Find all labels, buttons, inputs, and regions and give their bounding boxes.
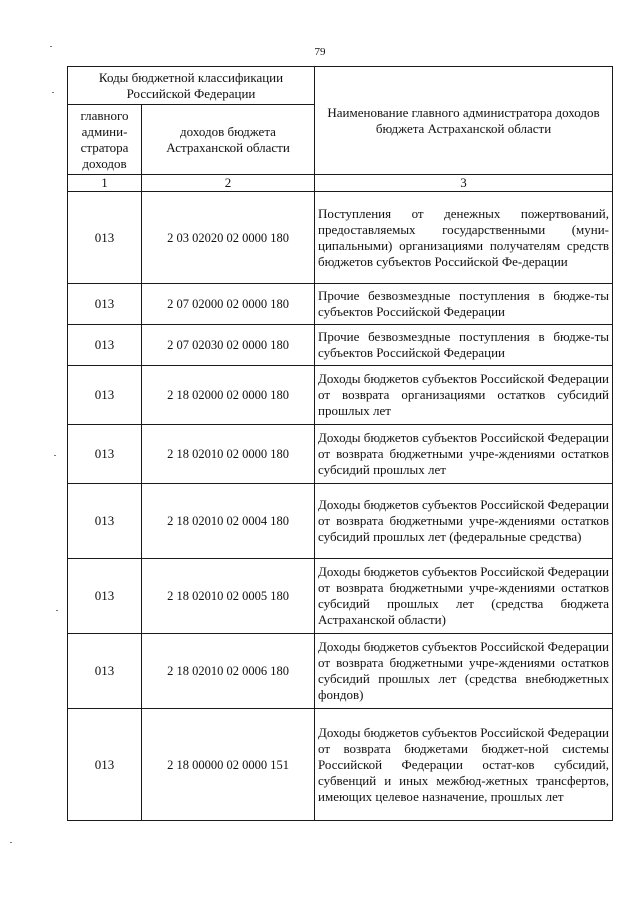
table-row — [68, 192, 613, 284]
income-code-cell: 2 18 02010 02 0000 180 — [142, 425, 315, 484]
income-name-cell: Доходы бюджетов субъектов Российской Федерации от возврата бюджетными учре-ждениями остатков субсидий прошлых лет (средства бюджета Астраханской области) — [315, 559, 613, 634]
table-row — [68, 284, 613, 325]
page-number: 79 — [314, 46, 326, 58]
scan-speck — [52, 92, 54, 93]
header-row-group — [68, 67, 613, 105]
income-code-cell: 2 18 02010 02 0005 180 — [142, 559, 315, 634]
header-col3-title: Наименование главного администратора доходов бюджета Астраханской области — [315, 67, 613, 175]
income-name-cell: Поступления от денежных пожертвований, предоставляемых государственными (муни-ципальными) организациями получателям средств бюджетов субъектов Российской Фе-дерации — [315, 192, 613, 284]
admin-code-cell: 013 — [68, 284, 142, 325]
income-code-cell: 2 18 00000 02 0000 151 — [142, 709, 315, 821]
table-row — [68, 484, 613, 559]
income-name-cell: Прочие безвозмездные поступления в бюдже-ты субъектов Российской Федерации — [315, 325, 613, 366]
table-row — [68, 366, 613, 425]
header-col2-title: доходов бюджета Астраханской области — [142, 105, 315, 175]
admin-code-cell: 013 — [68, 325, 142, 366]
admin-code-cell: 013 — [68, 425, 142, 484]
header-row-numbers — [68, 175, 613, 192]
income-code-cell: 2 18 02010 02 0006 180 — [142, 634, 315, 709]
admin-code-cell: 013 — [68, 559, 142, 634]
budget-classification-table — [67, 66, 613, 821]
scan-speck — [54, 455, 56, 456]
income-code-cell: 2 03 02020 02 0000 180 — [142, 192, 315, 284]
table-row — [68, 634, 613, 709]
admin-code-cell: 013 — [68, 634, 142, 709]
admin-code-cell: 013 — [68, 366, 142, 425]
income-name-cell: Прочие безвозмездные поступления в бюдже-ты субъектов Российской Федерации — [315, 284, 613, 325]
scan-speck — [10, 842, 12, 843]
scan-speck — [56, 610, 58, 611]
scan-speck — [50, 46, 52, 47]
income-name-cell: Доходы бюджетов субъектов Российской Федерации от возврата бюджетными учре-ждениями остатков субсидий прошлых лет (федеральные средства) — [315, 484, 613, 559]
income-code-cell: 2 07 02030 02 0000 180 — [142, 325, 315, 366]
column-number-2: 2 — [142, 175, 315, 192]
admin-code-cell: 013 — [68, 484, 142, 559]
table-row — [68, 559, 613, 634]
table-row — [68, 425, 613, 484]
table-row — [68, 709, 613, 821]
income-name-cell: Доходы бюджетов субъектов Российской Федерации от возврата бюджетными учре-ждениями остатков субсидий прошлых лет (средства внебюджетных фондов) — [315, 634, 613, 709]
admin-code-cell: 013 — [68, 709, 142, 821]
admin-code-cell: 013 — [68, 192, 142, 284]
header-group-title: Коды бюджетной классификации Российской Федерации — [68, 67, 315, 105]
income-name-cell: Доходы бюджетов субъектов Российской Федерации от возврата бюджетными учре-ждениями остатков субсидий прошлых лет — [315, 425, 613, 484]
income-name-cell: Доходы бюджетов субъектов Российской Федерации от возврата бюджетами бюджет-ной системы Российской Федерации остат-ков субсидий, субвенций и иных межбюд-жетных трансфертов, имеющих целевое назначение, прошлых лет — [315, 709, 613, 821]
table-row — [68, 325, 613, 366]
header-col1-title: главного админи-стратора доходов — [68, 105, 142, 175]
income-code-cell: 2 07 02000 02 0000 180 — [142, 284, 315, 325]
income-name-cell: Доходы бюджетов субъектов Российской Федерации от возврата организациями остатков субсидий прошлых лет — [315, 366, 613, 425]
income-code-cell: 2 18 02010 02 0004 180 — [142, 484, 315, 559]
income-code-cell: 2 18 02000 02 0000 180 — [142, 366, 315, 425]
column-number-1: 1 — [68, 175, 142, 192]
column-number-3: 3 — [315, 175, 613, 192]
